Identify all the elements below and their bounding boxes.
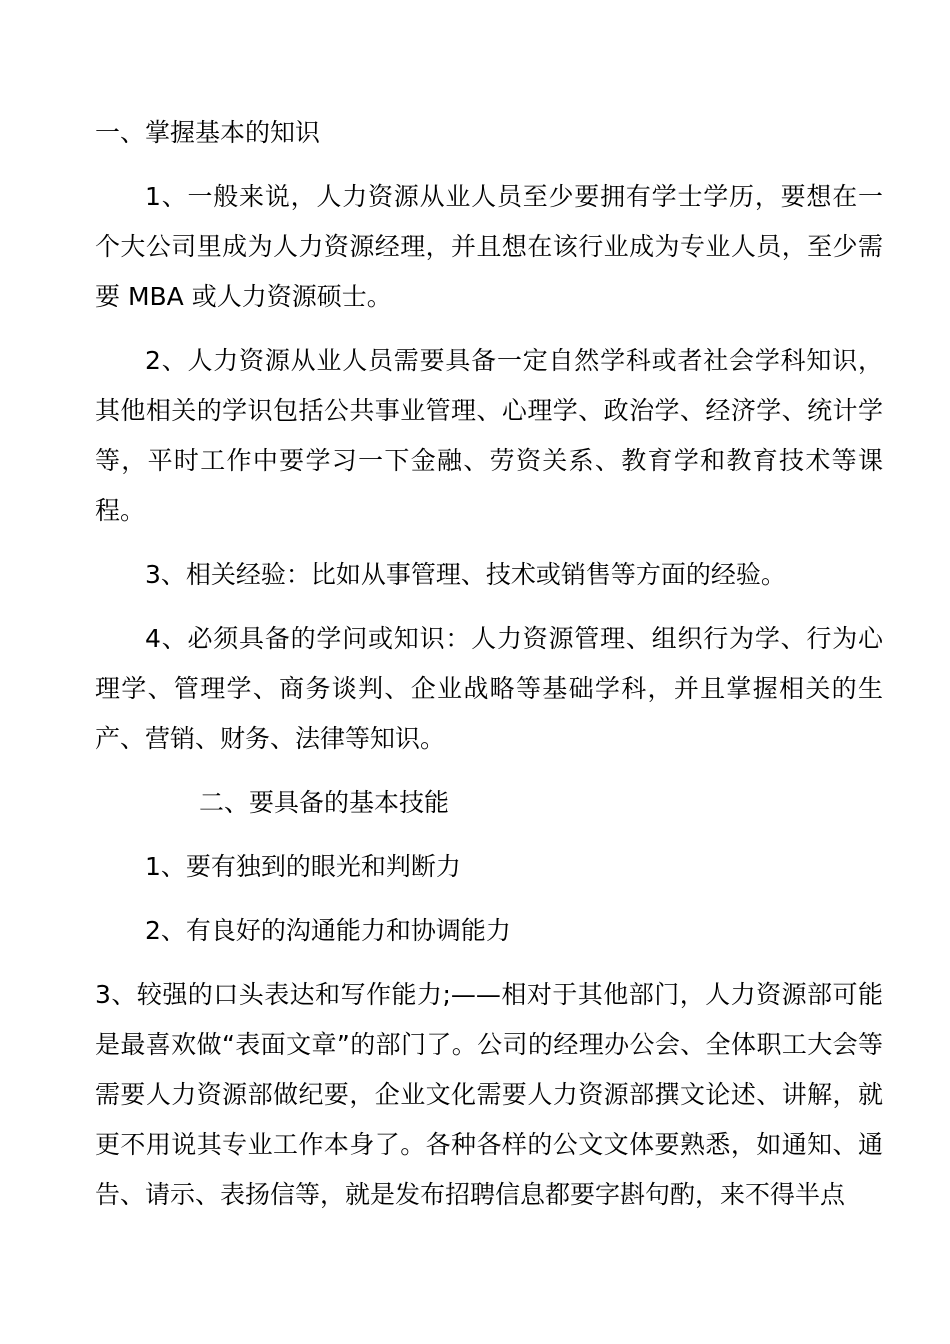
- skill-item-communication: 2、有良好的沟通能力和协调能力: [145, 916, 511, 945]
- paragraph-experience: 3、相关经验：比如从事管理、技术或销售等方面的经验。: [145, 560, 786, 589]
- paragraph-required-knowledge: 4、必须具备的学问或知识：人力资源管理、组织行为学、行为心理学、管理学、商务谈判、企业战略等基础学科，并且掌握相关的生产、营销、财务、法律等知识。: [95, 624, 883, 753]
- document-page: [95, 108, 883, 1220]
- paragraph-education: 1、一般来说，人力资源从业人员至少要拥有学士学历，要想在一个大公司里成为人力资源经理，并且想在该行业成为专业人员，至少需要 MBA 或人力资源硕士。: [95, 182, 883, 311]
- paragraph-subject-knowledge: 2、人力资源从业人员需要具备一定自然学科或者社会学科知识，其他相关的学识包括公共事业管理、心理学、政治学、经济学、统计学等，平时工作中要学习一下金融、劳资关系、教育学和教育技术等课程。: [95, 346, 883, 525]
- skill-item-judgment: 1、要有独到的眼光和判断力: [145, 852, 461, 881]
- skill-item-writing: 3、较强的口头表达和写作能力;——相对于其他部门，人力资源部可能是最喜欢做“表面文章”的部门了。公司的经理办公会、全体职工大会等需要人力资源部做纪要，企业文化需要人力资源部撰文论述、讲解，就更不用说其专业工作本身了。各种各样的公文文体要熟悉，如通知、通告、请示、表扬信等，就是发布招聘信息都要字斟句酌，来不得半点: [95, 980, 883, 1209]
- section-heading-skills: 二、要具备的基本技能: [199, 788, 450, 817]
- section-heading-knowledge: 一、掌握基本的知识: [95, 118, 321, 147]
